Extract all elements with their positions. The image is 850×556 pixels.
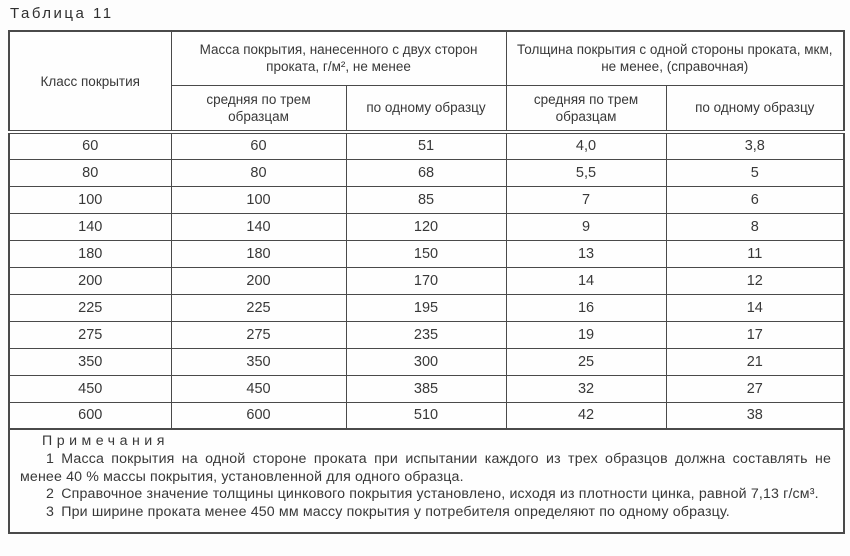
mass-single-value: 85 xyxy=(346,186,506,213)
thickness-avg-value: 4,0 xyxy=(506,132,666,159)
coating-class-value: 140 xyxy=(9,213,171,240)
mass-avg-value: 140 xyxy=(171,213,346,240)
table-row xyxy=(9,321,844,348)
coating-class-value: 225 xyxy=(9,294,171,321)
thickness-single-value: 3,8 xyxy=(666,132,844,159)
header-thickness-avg-three: средняя по трем образцам xyxy=(506,85,666,132)
table-row xyxy=(9,132,844,159)
mass-avg-value: 600 xyxy=(171,402,346,429)
table-row xyxy=(9,240,844,267)
note-1: 1 Масса покрытия на одной стороне проката при испытании каждого из трех образцов должна составлять не менее 40 % массы покрытия, установленной для одного образца. xyxy=(20,450,832,485)
thickness-single-value: 11 xyxy=(666,240,844,267)
mass-avg-value: 450 xyxy=(171,375,346,402)
mass-single-value: 510 xyxy=(346,402,506,429)
mass-single-value: 68 xyxy=(346,159,506,186)
coating-class-value: 450 xyxy=(9,375,171,402)
mass-single-value: 170 xyxy=(346,267,506,294)
thickness-avg-value: 42 xyxy=(506,402,666,429)
notes-block xyxy=(9,429,844,533)
thickness-single-value: 12 xyxy=(666,267,844,294)
thickness-avg-value: 25 xyxy=(506,348,666,375)
header-thickness-single: по одному образцу xyxy=(666,85,844,132)
table-body xyxy=(9,132,844,429)
header-coating-class: Класс покрытия xyxy=(9,31,171,132)
thickness-single-value: 27 xyxy=(666,375,844,402)
table-title: Таблица 11 xyxy=(10,5,114,22)
mass-avg-value: 350 xyxy=(171,348,346,375)
mass-avg-value: 60 xyxy=(171,132,346,159)
table-footer xyxy=(9,429,844,533)
thickness-avg-value: 13 xyxy=(506,240,666,267)
mass-single-value: 150 xyxy=(346,240,506,267)
mass-single-value: 195 xyxy=(346,294,506,321)
coating-class-value: 350 xyxy=(9,348,171,375)
header-mass-group: Масса покрытия, нанесенного с двух сторон проката, г/м², не менее xyxy=(171,31,506,85)
table-row xyxy=(9,186,844,213)
thickness-avg-value: 9 xyxy=(506,213,666,240)
coating-class-value: 200 xyxy=(9,267,171,294)
coating-class-value: 100 xyxy=(9,186,171,213)
mass-single-value: 51 xyxy=(346,132,506,159)
header-mass-single: по одному образцу xyxy=(346,85,506,132)
mass-avg-value: 275 xyxy=(171,321,346,348)
mass-avg-value: 100 xyxy=(171,186,346,213)
mass-single-value: 300 xyxy=(346,348,506,375)
thickness-single-value: 14 xyxy=(666,294,844,321)
header-mass-avg-three: средняя по трем образцам xyxy=(171,85,346,132)
thickness-single-value: 5 xyxy=(666,159,844,186)
coating-class-value: 60 xyxy=(9,132,171,159)
mass-single-value: 385 xyxy=(346,375,506,402)
thickness-avg-value: 32 xyxy=(506,375,666,402)
thickness-single-value: 38 xyxy=(666,402,844,429)
note-2: 2 Справочное значение толщины цинкового покрытия установлено, исходя из плотности цинка, равной 7,13 г/см³. xyxy=(46,486,819,503)
thickness-single-value: 8 xyxy=(666,213,844,240)
thickness-avg-value: 14 xyxy=(506,267,666,294)
coating-classes-table xyxy=(8,30,845,534)
coating-class-value: 180 xyxy=(9,240,171,267)
table-row xyxy=(9,213,844,240)
thickness-avg-value: 19 xyxy=(506,321,666,348)
notes-heading: Примечания xyxy=(42,433,169,449)
mass-single-value: 235 xyxy=(346,321,506,348)
header-thickness-group: Толщина покрытия с одной стороны проката, мкм, не менее, (справочная) xyxy=(506,31,844,85)
coating-class-value: 275 xyxy=(9,321,171,348)
coating-class-value: 600 xyxy=(9,402,171,429)
notes-row xyxy=(9,429,844,533)
mass-avg-value: 80 xyxy=(171,159,346,186)
table-row xyxy=(9,159,844,186)
mass-single-value: 120 xyxy=(346,213,506,240)
table-row xyxy=(9,348,844,375)
thickness-avg-value: 5,5 xyxy=(506,159,666,186)
thickness-single-value: 17 xyxy=(666,321,844,348)
thickness-single-value: 21 xyxy=(666,348,844,375)
mass-avg-value: 180 xyxy=(171,240,346,267)
thickness-avg-value: 16 xyxy=(506,294,666,321)
coating-class-value: 80 xyxy=(9,159,171,186)
table-row xyxy=(9,375,844,402)
mass-avg-value: 225 xyxy=(171,294,346,321)
table-row xyxy=(9,294,844,321)
thickness-avg-value: 7 xyxy=(506,186,666,213)
thickness-single-value: 6 xyxy=(666,186,844,213)
table-header xyxy=(9,31,844,132)
table-row xyxy=(9,402,844,429)
mass-avg-value: 200 xyxy=(171,267,346,294)
note-3: 3 При ширине проката менее 450 мм массу покрытия у потребителя определяют по одному образцу. xyxy=(46,504,730,521)
table-row xyxy=(9,267,844,294)
